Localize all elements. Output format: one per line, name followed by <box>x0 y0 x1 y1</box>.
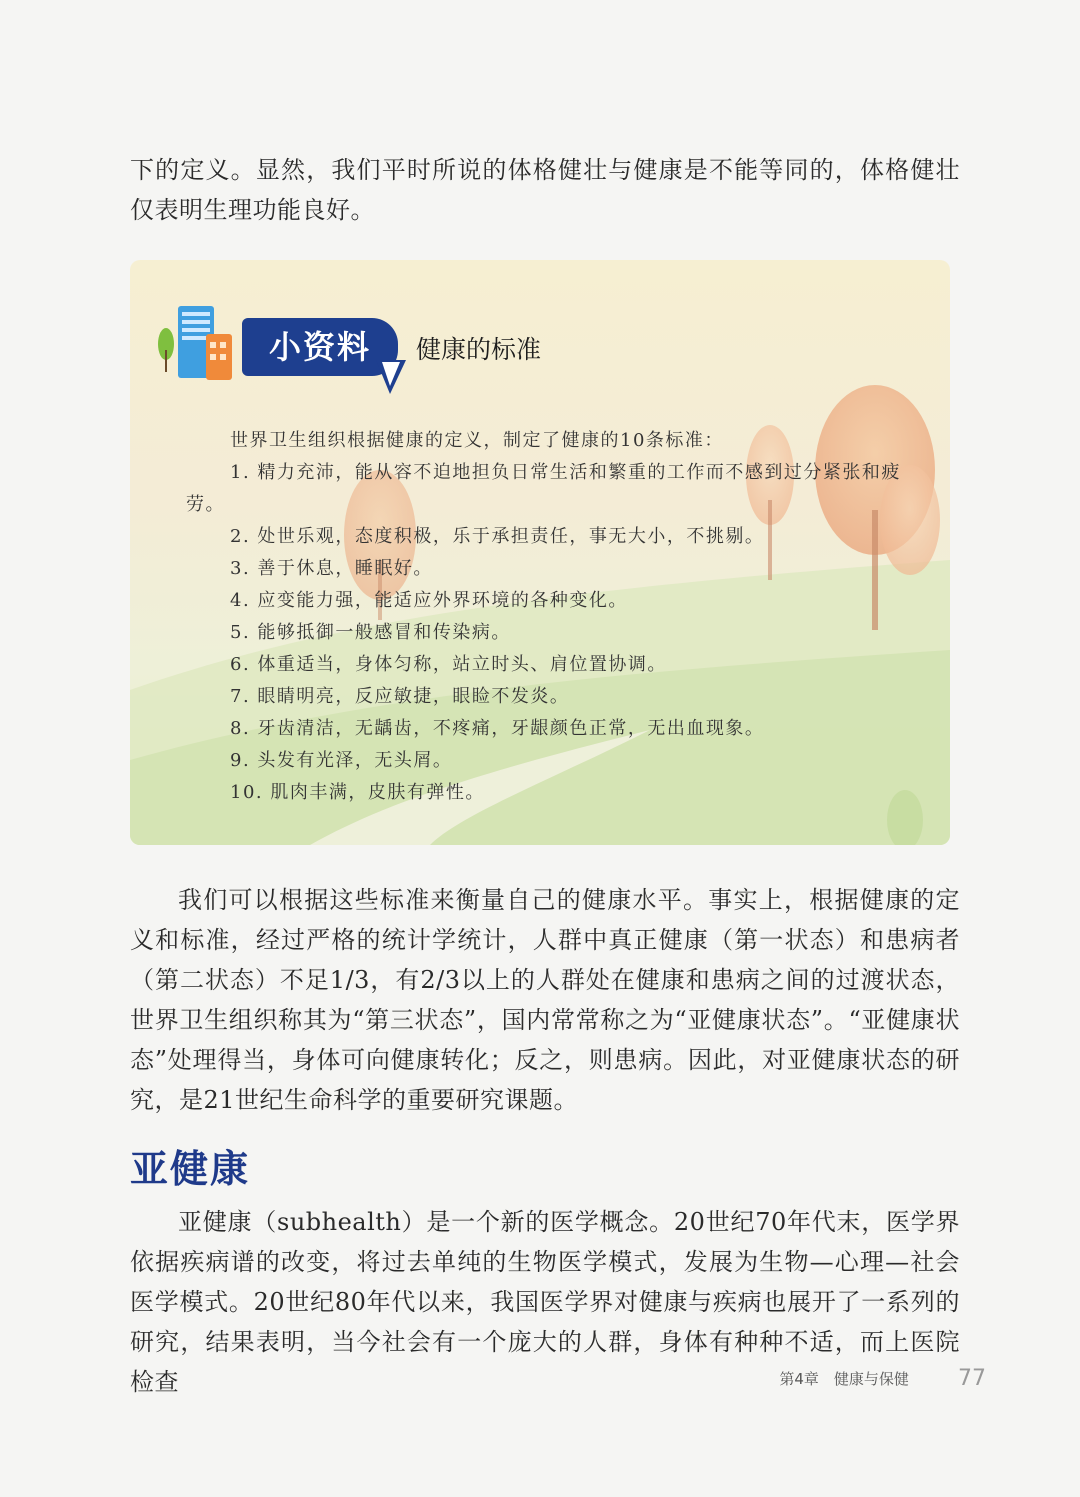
info-box-tag: 小资料 <box>242 318 398 376</box>
info-box <box>130 260 950 845</box>
standard-item: 10. 肌肉丰满，皮肤有弹性。 <box>230 782 485 803</box>
speech-tail-icon <box>376 360 416 400</box>
section-heading: 亚健康 <box>130 1147 251 1191</box>
body-paragraph: 我们可以根据这些标准来衡量自己的健康水平。事实上，根据健康的定义和标准，经过严格的统计学统计，人群中真正健康（第一状态）和患病者（第二状态）不足1/3，有2/3以上的人群处在健康和患病之间的过渡状态，世界卫生组织称其为“第三状态”，国内常常称之为“亚健康状态”。“亚健康状态”处理得当，身体可向健康转化；反之，则患病。因此，对亚健康状态的研究，是21世纪生命科学的重要研究课题。 <box>130 886 960 1114</box>
standard-item: 3. 善于休息，睡眠好。 <box>230 558 433 579</box>
standard-item: 6. 体重适当，身体匀称，站立时头、肩位置协调。 <box>230 654 667 675</box>
standard-item: 7. 眼睛明亮，反应敏捷，眼睑不发炎。 <box>230 686 570 707</box>
standards-lead: 世界卫生组织根据健康的定义，制定了健康的10条标准： <box>230 430 724 451</box>
info-box-header <box>150 298 650 388</box>
standard-item: 5. 能够抵御一般感冒和传染病。 <box>230 622 511 643</box>
info-box-title: 健康的标准 <box>416 335 542 364</box>
standard-item: 9. 头发有光泽，无头屑。 <box>230 750 453 771</box>
standard-item: 1. 精力充沛，能从容不迫地担负日常生活和繁重的工作而不感到过分紧张和疲劳。 <box>186 462 901 515</box>
page-footer <box>779 1366 986 1391</box>
standard-item: 2. 处世乐观，态度积极，乐于承担责任，事无大小，不挑剔。 <box>230 526 765 547</box>
standard-item: 8. 牙齿清洁，无龋齿，不疼痛，牙龈颜色正常，无出血现象。 <box>230 718 765 739</box>
chapter-label: 第4章 健康与保健 <box>779 1370 909 1388</box>
standards-list <box>186 425 906 809</box>
intro-paragraph: 下的定义。显然，我们平时所说的体格健壮与健康是不能等同的，体格健壮仅表明生理功能良好。 <box>130 156 960 224</box>
page-number: 77 <box>958 1366 986 1391</box>
body-paragraph: 亚健康（subhealth）是一个新的医学概念。20世纪70年代末，医学界依据疾病谱的改变，将过去单纯的生物医学模式，发展为生物—心理—社会医学模式。20世纪80年代以来，我国医学界对健康与疾病也展开了一系列的研究，结果表明，当今社会有一个庞大的人群，身体有种种不适，而上医院检查 <box>130 1208 960 1396</box>
standard-item: 4. 应变能力强，能适应外界环境的各种变化。 <box>230 590 628 611</box>
